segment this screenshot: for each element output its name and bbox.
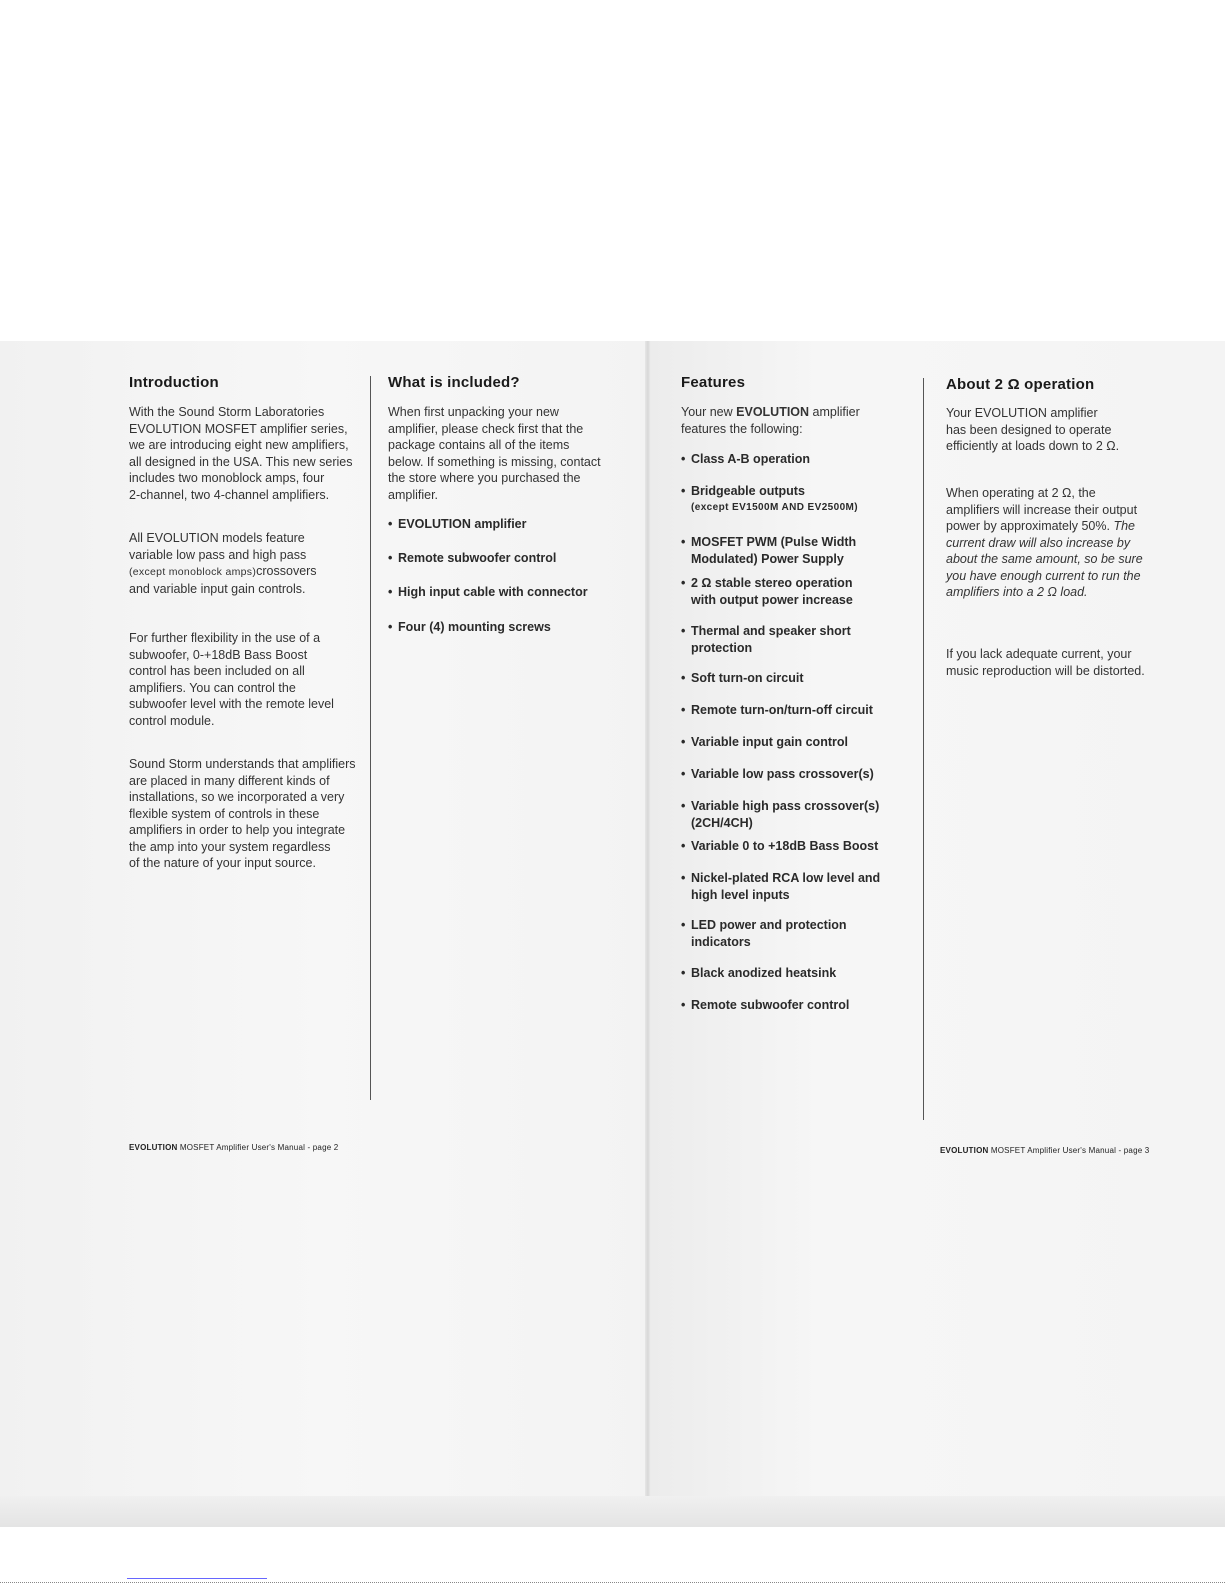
text-line: about the same amount, so be sure <box>946 552 1143 566</box>
text-line: are placed in many different kinds of <box>129 773 330 788</box>
text-line: has been designed to operate <box>946 422 1112 437</box>
text-line: All EVOLUTION models feature <box>129 531 305 545</box>
list-item: • Four (4) mounting screws <box>388 620 551 634</box>
text-line: Your EVOLUTION amplifier <box>946 406 1098 420</box>
dotted-edge <box>0 1582 1225 1584</box>
text-line: amplifiers in order to help you integrate <box>129 823 346 837</box>
text-line: the store where you purchased the <box>388 471 581 485</box>
introduction-paragraph-4 <box>129 756 374 872</box>
column-divider-left <box>370 376 371 1100</box>
list-item: • Soft turn-on circuit <box>681 671 804 685</box>
list-item: • EVOLUTION amplifier <box>388 517 527 531</box>
footer-text: MOSFET Amplifier User's Manual - page 3 <box>988 1146 1150 1155</box>
list-item: • Class A-B operation <box>681 452 811 466</box>
list-item: • Nickel-plated RCA low level and high level inputs <box>681 871 881 902</box>
text-line: the amp into your system regardless <box>129 839 331 854</box>
introduction-title: Introduction <box>129 374 219 391</box>
features-title: Features <box>681 374 746 391</box>
about-2ohm-title: About 2 Ω operation <box>946 376 1095 393</box>
text-line: below. If something is missing, contact <box>388 454 601 469</box>
underline-mark <box>127 1578 267 1579</box>
text-line: flexible system of controls in these <box>129 806 320 821</box>
page-bottom-edge <box>0 1496 1225 1527</box>
list-item: • Remote turn-on/turn-off circuit <box>681 703 873 717</box>
text-line: current draw will also increase by <box>946 535 1131 550</box>
text-fragment: crossovers <box>256 564 317 578</box>
text-line: package contains all of the items <box>388 438 570 452</box>
footer-brand: EVOLUTION <box>940 1146 989 1155</box>
text-line: all designed in the USA. This new series <box>129 454 353 469</box>
text-line: music reproduction will be distorted. <box>946 663 1145 678</box>
list-item: • Variable 0 to +18dB Bass Boost <box>681 839 879 853</box>
text-line: Sound Storm understands that amplifiers <box>129 757 356 771</box>
text-line: When first unpacking your new <box>388 405 559 419</box>
text-line: For further flexibility in the use of a <box>129 631 321 645</box>
text-line: 2-channel, two 4-channel amplifiers. <box>129 487 330 502</box>
introduction-section <box>129 374 364 870</box>
text-line: includes two monoblock amps, four <box>129 471 325 485</box>
text-line: control module. <box>129 713 215 728</box>
introduction-paragraph-2 <box>129 530 369 597</box>
included-paragraph <box>388 404 618 503</box>
list-item: • Remote subwoofer control <box>388 551 557 565</box>
text-line: If you lack adequate current, your <box>946 647 1132 661</box>
text-line: When operating at 2 Ω, the <box>946 486 1096 500</box>
list-item: • Variable input gain control <box>681 735 848 749</box>
list-item: • Black anodized heatsink <box>681 966 837 980</box>
text-line: amplifier. <box>388 487 439 502</box>
text-line: Your new EVOLUTION amplifier <box>681 405 860 419</box>
page-fold <box>645 341 651 1527</box>
included-title: What is included? <box>388 374 520 391</box>
text-line: and variable input gain controls. <box>129 581 306 596</box>
text-line: subwoofer level with the remote level <box>129 697 334 711</box>
text-line: control has been included on all <box>129 664 305 678</box>
introduction-paragraph-3 <box>129 630 369 729</box>
text-line: features the following: <box>681 421 803 436</box>
list-item: • 2 Ω stable stereo operation with output power increase <box>681 576 853 607</box>
about-paragraph-3 <box>946 646 1176 679</box>
text-line: installations, so we incorporated a very <box>129 790 345 804</box>
list-item: • High input cable with connector <box>388 585 588 599</box>
text-line: power by approximately 50%. The <box>946 519 1135 533</box>
introduction-paragraph-1 <box>129 404 369 503</box>
list-item: • Thermal and speaker short protection <box>681 624 851 655</box>
footer-text: MOSFET Amplifier User's Manual - page 2 <box>177 1143 339 1152</box>
text-line: amplifiers will increase their output <box>946 502 1138 517</box>
monoblock-note: (except monoblock amps) <box>129 566 257 578</box>
text-line: subwoofer, 0-+18dB Bass Boost <box>129 647 308 662</box>
footer-brand: EVOLUTION <box>129 1143 178 1152</box>
about-paragraph-2 <box>946 485 1176 601</box>
page-3-footer <box>940 1146 1149 1155</box>
list-item: • Variable high pass crossover(s) (2CH/4CH) <box>681 799 880 830</box>
text-line: we are introducing eight new amplifiers, <box>129 438 349 452</box>
about-2ohm-section <box>946 376 1176 678</box>
text-line <box>129 563 369 581</box>
text-line: amplifiers. You can control the <box>129 680 296 695</box>
text-line: you have enough current to run the <box>946 568 1141 583</box>
list-item: • MOSFET PWM (Pulse Width Modulated) Power Supply <box>681 535 857 566</box>
features-section <box>681 374 911 1012</box>
text-line: With the Sound Storm Laboratories <box>129 405 325 419</box>
about-paragraph-1 <box>946 405 1176 455</box>
text-line: variable low pass and high pass <box>129 547 307 562</box>
text-line: of the nature of your input source. <box>129 856 316 870</box>
list-item: • Remote subwoofer control <box>681 998 850 1012</box>
left-page <box>0 341 648 1527</box>
page-2-footer <box>129 1143 338 1152</box>
column-divider-right <box>923 378 924 1120</box>
list-item: • LED power and protection indicators <box>681 918 847 949</box>
list-item: • Variable low pass crossover(s) <box>681 767 874 781</box>
text-line: efficiently at loads down to 2 Ω. <box>946 439 1120 453</box>
included-section <box>388 374 618 634</box>
text-line: EVOLUTION MOSFET amplifier series, <box>129 421 348 436</box>
text-line: amplifier, please check first that the <box>388 421 584 436</box>
features-intro <box>681 404 911 437</box>
list-item: • Bridgeable outputs (except EV1500M AND EV2500M) <box>681 484 859 513</box>
text-line: amplifiers into a 2 Ω load. <box>946 585 1088 599</box>
